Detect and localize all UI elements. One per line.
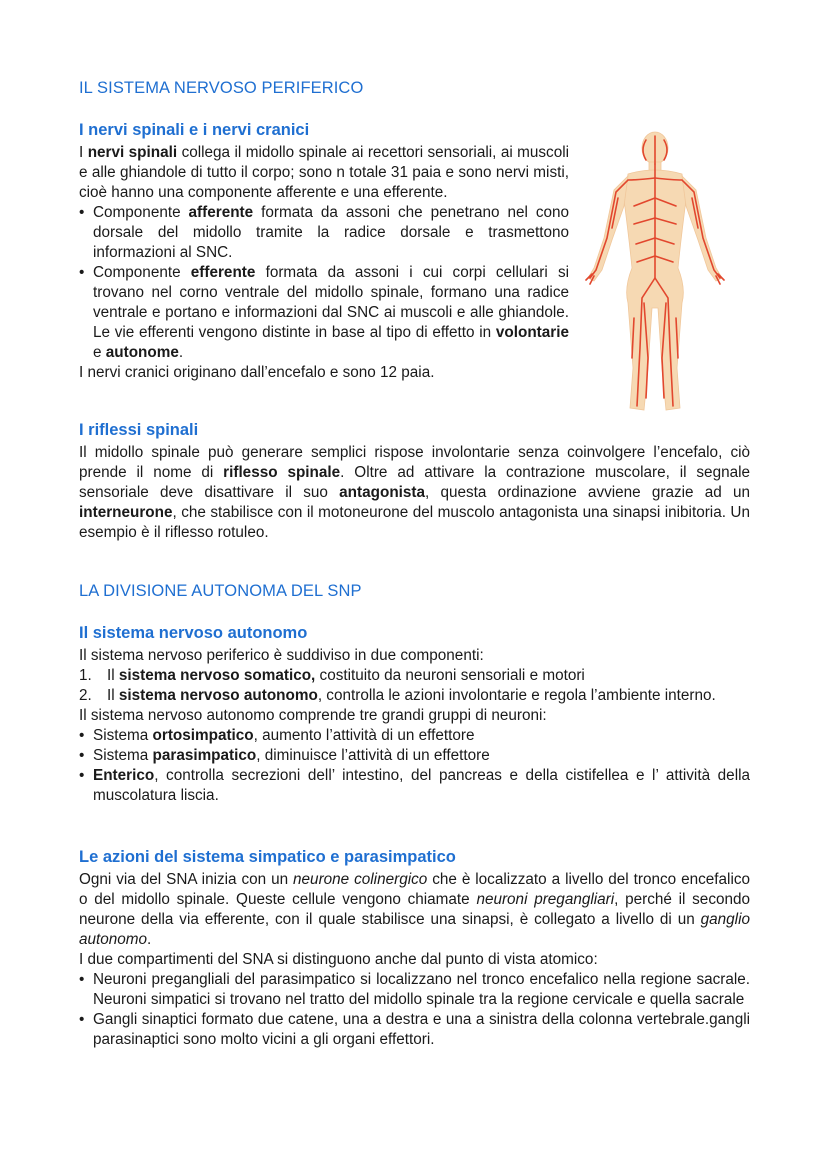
paragraph: I nervi cranici originano dall’encefalo e sono 12 paia. xyxy=(79,364,435,381)
paragraph: I nervi spinali collega il midollo spinale ai recettori sensoriali, ai muscoli e alle ghiandole di tutto il corpo; sono n totale 31 paia e sono nervi misti, cioè hanno una componente afferente e una efferente. xyxy=(79,144,570,201)
heading-spinal-reflexes: I riflessi spinali xyxy=(79,421,199,439)
paragraph: Ogni via del SNA inizia con un neurone colinergico che è localizzato a livello del tronco encefalico o del midollo spinale. Queste cellule vengono chiamate neuroni pregangliari, perché il secondo neurone della via efferente, con il quale stabilisce una sinapsi, è collegato a livello di un ganglio autonomo. xyxy=(79,871,750,948)
nervous-system-illustration xyxy=(582,128,728,418)
section-title-autonomic-division: LA DIVISIONE AUTONOMA DEL SNP xyxy=(79,582,362,600)
heading-sympathetic-parasympathetic: Le azioni del sistema simpatico e parasimpatico xyxy=(79,848,456,866)
sympathetic-text xyxy=(79,870,750,1050)
neuron-groups-list xyxy=(79,726,750,806)
list-item: • Sistema parasimpatico, diminuisce l’attività di un effettore xyxy=(79,746,750,766)
spinal-reflex-text xyxy=(79,443,750,543)
human-nervous-system-icon xyxy=(582,128,728,418)
list-item: • Gangli sinaptici formato due catene, una a destra e una a sinistra della colonna vertebrale.gangli parasinaptici sono molto vicini a gli organi effettori. xyxy=(79,1010,750,1050)
list-item: • Sistema ortosimpatico, aumento l’attività di un effettore xyxy=(79,726,750,746)
section-title-peripheral: IL SISTEMA NERVOSO PERIFERICO xyxy=(79,79,364,97)
list-item: 2. Il sistema nervoso autonomo, controlla le azioni involontarie e regola l’ambiente interno. xyxy=(79,687,716,704)
paragraph: I due compartimenti del SNA si distinguono anche dal punto di vista atomico: xyxy=(79,951,598,968)
compartments-list xyxy=(79,970,750,1050)
list-item: • Componente efferente formata da assoni i cui corpi cellulari si trovano nel corno ventrale del midollo spinale, formano una radice ventrale e portano e informazioni dal SNC ai muscoli e alle ghiandole. Le vie efferenti vengono distinte in base al tipo di effetto in volontarie e autonome. xyxy=(79,263,569,363)
paragraph: Il sistema nervoso periferico è suddiviso in due componenti: xyxy=(79,647,484,664)
components-list xyxy=(79,666,750,706)
component-list xyxy=(79,203,569,363)
list-item: • Componente afferente formata da assoni che penetrano nel cono dorsale del midollo tramite la radice dorsale e trasmettono informazioni al SNC. xyxy=(79,203,569,263)
heading-autonomic-nervous-system: Il sistema nervoso autonomo xyxy=(79,624,308,642)
list-item: 1. Il sistema nervoso somatico, costituito da neuroni sensoriali e motori xyxy=(79,667,585,684)
list-item: • Neuroni pregangliali del parasimpatico si localizzano nel tronco encefalico nella regione sacrale. Neuroni simpatici si trovano nel tratto del midollo spinale tra la regione cervicale e quella sacrale xyxy=(79,970,750,1010)
autonomic-system-text xyxy=(79,646,750,806)
spinal-nerves-text xyxy=(79,143,569,383)
heading-spinal-cranial-nerves: I nervi spinali e i nervi cranici xyxy=(79,121,310,139)
paragraph: Il midollo spinale può generare semplici rispose involontarie senza coinvolgere l’encefalo, ciò prende il nome di riflesso spinale. Oltre ad attivare la contrazione muscolare, il segnale sensoriale deve disattivare il suo antagonista, questa ordinazione avviene grazie ad un interneurone, che stabilisce con il motoneurone del muscolo antagonista una sinapsi inibitoria. Un esempio è il riflesso rotuleo. xyxy=(79,444,751,541)
paragraph: Il sistema nervoso autonomo comprende tre grandi gruppi di neuroni: xyxy=(79,707,547,724)
list-item: • Enterico, controlla secrezioni dell’ intestino, del pancreas e della cistifellea e l’ attività della muscolatura liscia. xyxy=(79,766,750,806)
